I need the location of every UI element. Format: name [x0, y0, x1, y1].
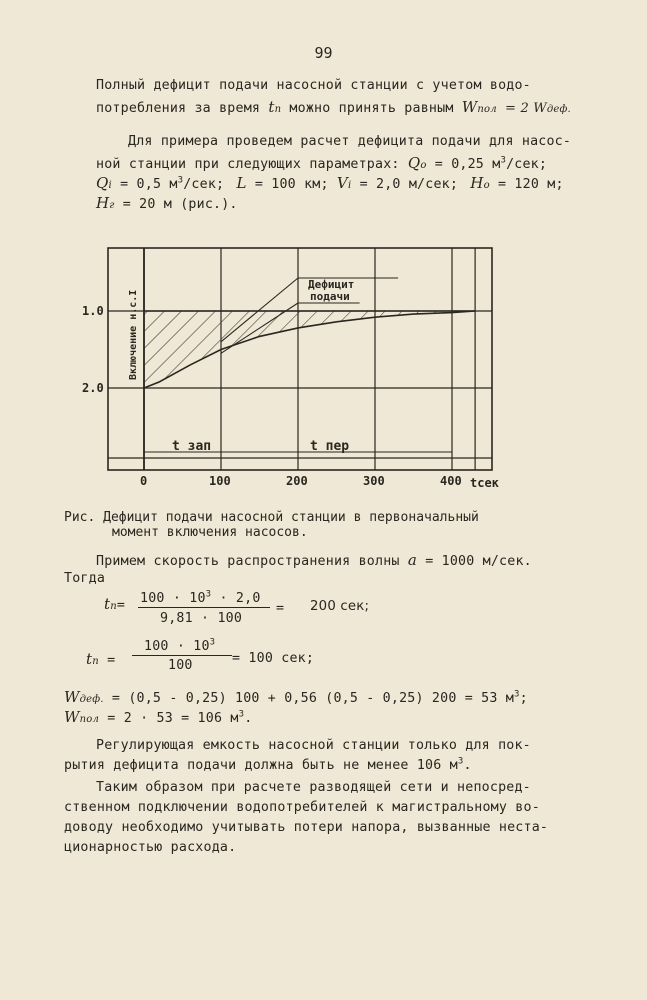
- t-per-label: t пер: [310, 439, 350, 454]
- f2-var: t: [86, 650, 93, 668]
- y-tick-label: 1.0: [82, 304, 104, 318]
- para1-line1: Полный дефицит подачи насосной станции с учетом водо-: [96, 78, 531, 93]
- formula1-result: 200 сек;: [310, 599, 370, 614]
- para4-line2: [64, 758, 472, 773]
- var-q0: Q: [407, 154, 421, 172]
- y-tick-label: 2.0: [82, 381, 104, 395]
- hg-value: = 20 м (рис.).: [122, 197, 238, 212]
- formula2-lhs: tп =: [86, 650, 116, 668]
- formula-rest: = 2 W: [505, 101, 547, 116]
- para4-line2-text: рытия дефицита подачи должна быть не менее 106 м: [64, 758, 458, 773]
- formula-sub2: деф.: [546, 104, 571, 115]
- var-q0-sub: о: [420, 160, 427, 171]
- page-number: 99: [314, 44, 333, 62]
- formula2-numerator: [144, 639, 215, 654]
- formula1-bar: [138, 607, 270, 608]
- qi-value: = 0,5 м: [120, 177, 178, 192]
- f2-sub: п: [92, 656, 99, 667]
- f1-num-rest: · 2,0: [219, 591, 261, 606]
- x-tick-label: 400: [440, 474, 462, 488]
- para5-line1: Таким образом при расчете разводящей сети и непосред-: [96, 780, 531, 795]
- vertical-label: Включение н.с.I: [128, 289, 139, 380]
- formula2-denominator: 100: [168, 658, 193, 673]
- para4-sup: 3: [457, 756, 464, 767]
- var-v: V: [336, 174, 348, 192]
- f4-tail: .: [244, 711, 253, 726]
- f4-expr: = 2 · 53 = 106 м: [107, 711, 239, 726]
- f2-num: 100 · 10: [144, 639, 210, 654]
- formula2-result: = 100 сек;: [232, 651, 315, 666]
- q0-value: = 0,25 м: [434, 157, 501, 172]
- f3-expr: = (0,5 - 0,25) 100 + 0,56 (0,5 - 0,25) 200 = 53 м: [111, 691, 514, 706]
- var-v-sub: i: [347, 180, 352, 191]
- para3-line2: Тогда: [64, 571, 106, 586]
- para1-line2-mid: можно принять равным: [289, 101, 454, 116]
- var-h0-sub: о: [483, 180, 490, 191]
- var-hg: H: [96, 194, 110, 212]
- f2-num-sup: 3: [209, 637, 216, 648]
- x-tick-label: 0: [140, 474, 148, 488]
- figure-caption-line2: момент включения насосов.: [112, 525, 308, 540]
- var-h0: H: [470, 174, 484, 192]
- qi-unit: /сек;: [183, 177, 225, 192]
- var-a: a: [407, 551, 417, 569]
- para3-text: Примем скорость распространения волны: [96, 554, 400, 569]
- para2-line2-text: ной станции при следующих параметрах:: [96, 157, 400, 172]
- formula1-eq: =: [276, 601, 285, 616]
- deficit-label-1: Дефицит: [308, 278, 355, 291]
- x-unit-label: tсек: [470, 476, 499, 490]
- para1-line2-text: потребления за время: [96, 101, 261, 116]
- formula3: [64, 688, 528, 706]
- var-qi-sub: i: [108, 180, 112, 191]
- f4-sub: пол: [79, 714, 100, 725]
- formula2-bar: [132, 655, 232, 656]
- l-value: = 100 км;: [254, 177, 329, 192]
- f1-sub: п: [110, 601, 117, 612]
- formula1-denominator: 9,81 · 100: [160, 611, 243, 626]
- para2-line1: Для примера проведем расчет дефицита подачи для насос-: [128, 134, 572, 149]
- var-w-sub: пол: [477, 104, 497, 115]
- para3-line1: [96, 551, 532, 569]
- var-t-sub: п: [274, 104, 282, 115]
- f4-var: W: [64, 708, 80, 726]
- h0-value: = 120 м;: [498, 177, 564, 192]
- deficit-label-2: подачи: [310, 290, 350, 303]
- formula1-lhs: tп=: [104, 595, 126, 613]
- a-value: = 1000 м/сек.: [425, 554, 532, 569]
- q0-sup: 3: [500, 155, 507, 166]
- f1-var: t: [104, 595, 111, 613]
- f3-tail: ;: [519, 691, 528, 706]
- figure-caption-line1: Рис. Дефицит подачи насосной станции в первоначальный: [64, 510, 479, 525]
- f1-num: 100 · 10: [140, 591, 206, 606]
- t-zap-label: t зап: [172, 439, 212, 454]
- para4-line1: Регулирующая емкость насосной станции только для пок-: [96, 738, 531, 753]
- var-qi: Q: [96, 174, 109, 192]
- qi-sup: 3: [177, 175, 184, 186]
- formula1-numerator: [140, 591, 261, 606]
- para5-line2: ственном подключении водопотребителей к магистральному во-: [64, 800, 540, 815]
- f4-sup: 3: [238, 709, 245, 720]
- f1-num-sup: 3: [205, 589, 212, 600]
- deficit-area: [144, 311, 475, 388]
- formula4: [64, 708, 252, 726]
- f3-sup: 3: [513, 689, 520, 700]
- var-w: W: [461, 98, 478, 116]
- f3-sub: деф.: [79, 694, 104, 705]
- v-value: = 2,0 м/сек;: [359, 177, 459, 192]
- x-tick-label: 300: [363, 474, 385, 488]
- para4-tail: .: [463, 758, 472, 773]
- q0-unit: /сек;: [506, 157, 548, 172]
- var-l: L: [236, 174, 247, 192]
- para5-line3: доводу необходимо учитывать потери напора, вызванные неста-: [64, 820, 549, 835]
- f3-var: W: [64, 688, 80, 706]
- x-tick-label: 200: [286, 474, 308, 488]
- var-t: t: [268, 98, 275, 116]
- var-hg-sub: г: [109, 200, 115, 211]
- para5-line4: ционарностью расхода.: [64, 840, 237, 855]
- x-tick-label: 100: [209, 474, 231, 488]
